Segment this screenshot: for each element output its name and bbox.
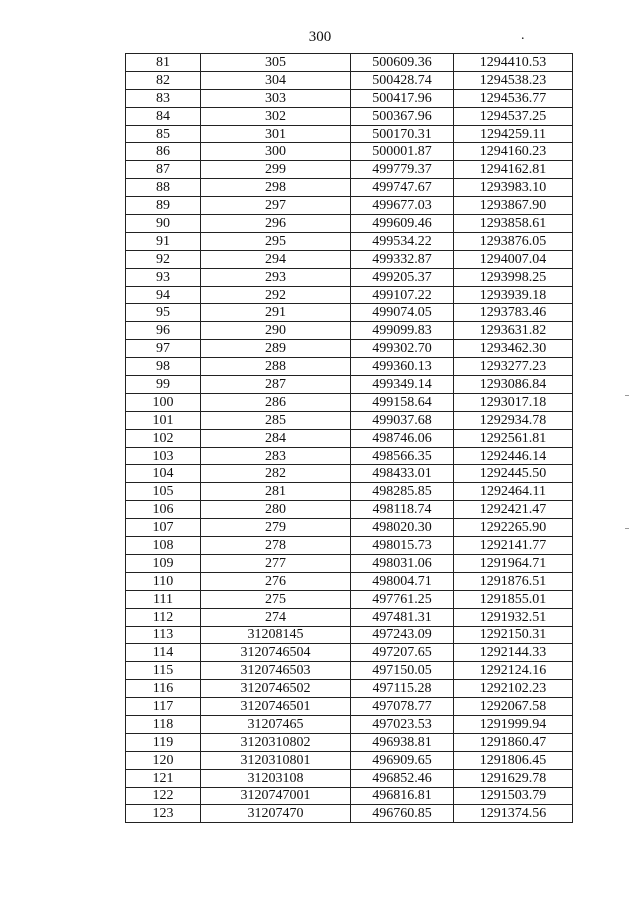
point-id-cell: 3120310802 <box>201 733 351 751</box>
row-index-cell: 111 <box>126 590 201 608</box>
row-index-cell: 123 <box>126 805 201 823</box>
y-coordinate-cell: 1294162.81 <box>454 161 573 179</box>
row-index-cell: 95 <box>126 304 201 322</box>
x-coordinate-cell: 497207.65 <box>351 644 454 662</box>
row-index-cell: 87 <box>126 161 201 179</box>
row-index-cell: 103 <box>126 447 201 465</box>
point-id-cell: 299 <box>201 161 351 179</box>
y-coordinate-cell: 1293867.90 <box>454 197 573 215</box>
row-index-cell: 100 <box>126 393 201 411</box>
point-id-cell: 3120746503 <box>201 662 351 680</box>
x-coordinate-cell: 497761.25 <box>351 590 454 608</box>
row-index-cell: 91 <box>126 232 201 250</box>
table-row <box>126 626 573 644</box>
x-coordinate-cell: 496938.81 <box>351 733 454 751</box>
row-index-cell: 116 <box>126 680 201 698</box>
page-dot: . <box>521 28 525 43</box>
row-index-cell: 99 <box>126 376 201 394</box>
x-coordinate-cell: 499107.22 <box>351 286 454 304</box>
y-coordinate-cell: 1294259.11 <box>454 125 573 143</box>
y-coordinate-cell: 1291855.01 <box>454 590 573 608</box>
page-number: 300 <box>308 29 332 45</box>
scan-mark <box>625 395 629 396</box>
row-index-cell: 101 <box>126 411 201 429</box>
table-row <box>126 71 573 89</box>
y-coordinate-cell: 1291806.45 <box>454 751 573 769</box>
y-coordinate-cell: 1293086.84 <box>454 376 573 394</box>
point-id-cell: 276 <box>201 572 351 590</box>
x-coordinate-cell: 499074.05 <box>351 304 454 322</box>
row-index-cell: 90 <box>126 215 201 233</box>
table-row <box>126 769 573 787</box>
x-coordinate-cell: 499779.37 <box>351 161 454 179</box>
table-row <box>126 358 573 376</box>
point-id-cell: 275 <box>201 590 351 608</box>
table-row <box>126 608 573 626</box>
table-row <box>126 393 573 411</box>
row-index-cell: 88 <box>126 179 201 197</box>
y-coordinate-cell: 1293277.23 <box>454 358 573 376</box>
x-coordinate-cell: 500001.87 <box>351 143 454 161</box>
table-row <box>126 411 573 429</box>
y-coordinate-cell: 1291999.94 <box>454 715 573 733</box>
table-row <box>126 89 573 107</box>
y-coordinate-cell: 1294160.23 <box>454 143 573 161</box>
point-id-cell: 31203108 <box>201 769 351 787</box>
row-index-cell: 110 <box>126 572 201 590</box>
y-coordinate-cell: 1293998.25 <box>454 268 573 286</box>
point-id-cell: 303 <box>201 89 351 107</box>
y-coordinate-cell: 1293017.18 <box>454 393 573 411</box>
y-coordinate-cell: 1292446.14 <box>454 447 573 465</box>
point-id-cell: 294 <box>201 250 351 268</box>
y-coordinate-cell: 1291860.47 <box>454 733 573 751</box>
table-row <box>126 501 573 519</box>
y-coordinate-cell: 1291503.79 <box>454 787 573 805</box>
scan-mark <box>625 528 629 529</box>
x-coordinate-cell: 500367.96 <box>351 107 454 125</box>
table-row <box>126 537 573 555</box>
table-row <box>126 715 573 733</box>
y-coordinate-cell: 1292150.31 <box>454 626 573 644</box>
x-coordinate-cell: 498004.71 <box>351 572 454 590</box>
x-coordinate-cell: 499609.46 <box>351 215 454 233</box>
y-coordinate-cell: 1292464.11 <box>454 483 573 501</box>
x-coordinate-cell: 499349.14 <box>351 376 454 394</box>
row-index-cell: 114 <box>126 644 201 662</box>
y-coordinate-cell: 1293783.46 <box>454 304 573 322</box>
table-row <box>126 340 573 358</box>
table-row <box>126 143 573 161</box>
row-index-cell: 98 <box>126 358 201 376</box>
row-index-cell: 93 <box>126 268 201 286</box>
x-coordinate-cell: 498566.35 <box>351 447 454 465</box>
point-id-cell: 31208145 <box>201 626 351 644</box>
y-coordinate-cell: 1293876.05 <box>454 232 573 250</box>
table-row <box>126 268 573 286</box>
point-id-cell: 3120310801 <box>201 751 351 769</box>
coordinates-table <box>125 53 573 823</box>
row-index-cell: 94 <box>126 286 201 304</box>
row-index-cell: 104 <box>126 465 201 483</box>
y-coordinate-cell: 1293462.30 <box>454 340 573 358</box>
point-id-cell: 287 <box>201 376 351 394</box>
y-coordinate-cell: 1293858.61 <box>454 215 573 233</box>
table-row <box>126 179 573 197</box>
row-index-cell: 92 <box>126 250 201 268</box>
y-coordinate-cell: 1292561.81 <box>454 429 573 447</box>
x-coordinate-cell: 499099.83 <box>351 322 454 340</box>
row-index-cell: 106 <box>126 501 201 519</box>
x-coordinate-cell: 500417.96 <box>351 89 454 107</box>
y-coordinate-cell: 1291932.51 <box>454 608 573 626</box>
point-id-cell: 31207470 <box>201 805 351 823</box>
row-index-cell: 121 <box>126 769 201 787</box>
y-coordinate-cell: 1291964.71 <box>454 554 573 572</box>
row-index-cell: 105 <box>126 483 201 501</box>
x-coordinate-cell: 496816.81 <box>351 787 454 805</box>
x-coordinate-cell: 496852.46 <box>351 769 454 787</box>
table-row <box>126 54 573 72</box>
row-index-cell: 109 <box>126 554 201 572</box>
point-id-cell: 286 <box>201 393 351 411</box>
x-coordinate-cell: 497243.09 <box>351 626 454 644</box>
table-row <box>126 447 573 465</box>
row-index-cell: 120 <box>126 751 201 769</box>
table-row <box>126 376 573 394</box>
point-id-cell: 278 <box>201 537 351 555</box>
point-id-cell: 290 <box>201 322 351 340</box>
y-coordinate-cell: 1292124.16 <box>454 662 573 680</box>
point-id-cell: 300 <box>201 143 351 161</box>
table-row <box>126 465 573 483</box>
y-coordinate-cell: 1292265.90 <box>454 519 573 537</box>
point-id-cell: 304 <box>201 71 351 89</box>
y-coordinate-cell: 1294007.04 <box>454 250 573 268</box>
x-coordinate-cell: 496760.85 <box>351 805 454 823</box>
table-row <box>126 304 573 322</box>
row-index-cell: 118 <box>126 715 201 733</box>
table-row <box>126 215 573 233</box>
point-id-cell: 302 <box>201 107 351 125</box>
row-index-cell: 97 <box>126 340 201 358</box>
x-coordinate-cell: 499302.70 <box>351 340 454 358</box>
row-index-cell: 81 <box>126 54 201 72</box>
x-coordinate-cell: 500428.74 <box>351 71 454 89</box>
x-coordinate-cell: 498015.73 <box>351 537 454 555</box>
y-coordinate-cell: 1291876.51 <box>454 572 573 590</box>
row-index-cell: 89 <box>126 197 201 215</box>
y-coordinate-cell: 1291374.56 <box>454 805 573 823</box>
x-coordinate-cell: 499747.67 <box>351 179 454 197</box>
point-id-cell: 274 <box>201 608 351 626</box>
table-row <box>126 572 573 590</box>
row-index-cell: 108 <box>126 537 201 555</box>
row-index-cell: 96 <box>126 322 201 340</box>
point-id-cell: 3120747001 <box>201 787 351 805</box>
y-coordinate-cell: 1293983.10 <box>454 179 573 197</box>
y-coordinate-cell: 1292421.47 <box>454 501 573 519</box>
point-id-cell: 305 <box>201 54 351 72</box>
point-id-cell: 285 <box>201 411 351 429</box>
point-id-cell: 289 <box>201 340 351 358</box>
table-row <box>126 733 573 751</box>
table-row <box>126 250 573 268</box>
row-index-cell: 112 <box>126 608 201 626</box>
x-coordinate-cell: 498031.06 <box>351 554 454 572</box>
x-coordinate-cell: 499205.37 <box>351 268 454 286</box>
point-id-cell: 31207465 <box>201 715 351 733</box>
x-coordinate-cell: 498285.85 <box>351 483 454 501</box>
point-id-cell: 292 <box>201 286 351 304</box>
row-index-cell: 85 <box>126 125 201 143</box>
row-index-cell: 107 <box>126 519 201 537</box>
x-coordinate-cell: 498433.01 <box>351 465 454 483</box>
table-row <box>126 644 573 662</box>
point-id-cell: 297 <box>201 197 351 215</box>
y-coordinate-cell: 1293631.82 <box>454 322 573 340</box>
x-coordinate-cell: 500170.31 <box>351 125 454 143</box>
x-coordinate-cell: 499534.22 <box>351 232 454 250</box>
point-id-cell: 3120746502 <box>201 680 351 698</box>
table-row <box>126 751 573 769</box>
point-id-cell: 279 <box>201 519 351 537</box>
table-row <box>126 805 573 823</box>
row-index-cell: 102 <box>126 429 201 447</box>
row-index-cell: 84 <box>126 107 201 125</box>
point-id-cell: 283 <box>201 447 351 465</box>
point-id-cell: 3120746501 <box>201 698 351 716</box>
row-index-cell: 117 <box>126 698 201 716</box>
y-coordinate-cell: 1294536.77 <box>454 89 573 107</box>
x-coordinate-cell: 496909.65 <box>351 751 454 769</box>
table-row <box>126 680 573 698</box>
x-coordinate-cell: 497115.28 <box>351 680 454 698</box>
row-index-cell: 113 <box>126 626 201 644</box>
table-row <box>126 286 573 304</box>
table-row <box>126 554 573 572</box>
x-coordinate-cell: 498020.30 <box>351 519 454 537</box>
point-id-cell: 293 <box>201 268 351 286</box>
y-coordinate-cell: 1292934.78 <box>454 411 573 429</box>
x-coordinate-cell: 500609.36 <box>351 54 454 72</box>
row-index-cell: 82 <box>126 71 201 89</box>
row-index-cell: 119 <box>126 733 201 751</box>
y-coordinate-cell: 1294538.23 <box>454 71 573 89</box>
table-row <box>126 662 573 680</box>
x-coordinate-cell: 499677.03 <box>351 197 454 215</box>
point-id-cell: 291 <box>201 304 351 322</box>
point-id-cell: 298 <box>201 179 351 197</box>
point-id-cell: 296 <box>201 215 351 233</box>
x-coordinate-cell: 497023.53 <box>351 715 454 733</box>
row-index-cell: 115 <box>126 662 201 680</box>
table-row <box>126 787 573 805</box>
x-coordinate-cell: 497481.31 <box>351 608 454 626</box>
x-coordinate-cell: 497150.05 <box>351 662 454 680</box>
point-id-cell: 277 <box>201 554 351 572</box>
y-coordinate-cell: 1294537.25 <box>454 107 573 125</box>
row-index-cell: 83 <box>126 89 201 107</box>
y-coordinate-cell: 1293939.18 <box>454 286 573 304</box>
table-body <box>126 54 573 823</box>
y-coordinate-cell: 1292141.77 <box>454 537 573 555</box>
point-id-cell: 280 <box>201 501 351 519</box>
row-index-cell: 86 <box>126 143 201 161</box>
point-id-cell: 281 <box>201 483 351 501</box>
y-coordinate-cell: 1291629.78 <box>454 769 573 787</box>
x-coordinate-cell: 499158.64 <box>351 393 454 411</box>
table-row <box>126 232 573 250</box>
table-row <box>126 519 573 537</box>
y-coordinate-cell: 1294410.53 <box>454 54 573 72</box>
table-row <box>126 429 573 447</box>
y-coordinate-cell: 1292144.33 <box>454 644 573 662</box>
point-id-cell: 301 <box>201 125 351 143</box>
x-coordinate-cell: 499360.13 <box>351 358 454 376</box>
y-coordinate-cell: 1292102.23 <box>454 680 573 698</box>
table-row <box>126 322 573 340</box>
row-index-cell: 122 <box>126 787 201 805</box>
table-row <box>126 197 573 215</box>
x-coordinate-cell: 498746.06 <box>351 429 454 447</box>
table-row <box>126 590 573 608</box>
point-id-cell: 3120746504 <box>201 644 351 662</box>
table-row <box>126 125 573 143</box>
x-coordinate-cell: 497078.77 <box>351 698 454 716</box>
x-coordinate-cell: 499332.87 <box>351 250 454 268</box>
table-row <box>126 698 573 716</box>
point-id-cell: 284 <box>201 429 351 447</box>
y-coordinate-cell: 1292445.50 <box>454 465 573 483</box>
y-coordinate-cell: 1292067.58 <box>454 698 573 716</box>
table-row <box>126 483 573 501</box>
point-id-cell: 288 <box>201 358 351 376</box>
x-coordinate-cell: 499037.68 <box>351 411 454 429</box>
point-id-cell: 295 <box>201 232 351 250</box>
point-id-cell: 282 <box>201 465 351 483</box>
table-row <box>126 107 573 125</box>
table-row <box>126 161 573 179</box>
x-coordinate-cell: 498118.74 <box>351 501 454 519</box>
